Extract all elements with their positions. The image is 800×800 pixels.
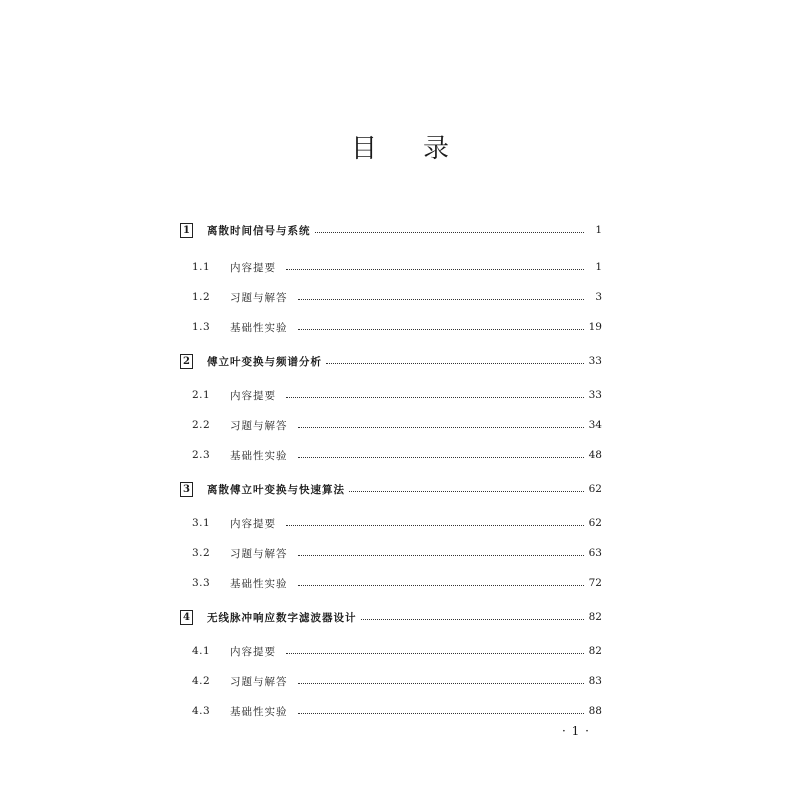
section-title: 基础性实验: [230, 321, 288, 334]
page-number: 62: [588, 517, 602, 529]
leader-dots: [298, 712, 585, 714]
section-title: 内容提要: [230, 645, 276, 658]
page-number: 72: [588, 577, 602, 589]
toc-section-row[interactable]: [180, 317, 602, 337]
page-number: 1: [595, 224, 602, 236]
section-number: 4.2: [192, 675, 211, 687]
page-number: 33: [588, 355, 602, 367]
section-number: 3.1: [192, 517, 211, 529]
leader-dots: [298, 554, 585, 556]
toc-section-row[interactable]: [180, 385, 602, 405]
section-number: 2.2: [192, 419, 211, 431]
chapter-title: 无线脉冲响应数字滤波器设计: [207, 611, 357, 624]
page-number: 82: [588, 645, 602, 657]
leader-dots: [286, 652, 584, 654]
toc-section-row[interactable]: [180, 641, 602, 661]
page-number: 33: [588, 389, 602, 401]
chapter-number: 2: [180, 354, 193, 369]
title-char-1: 目: [350, 134, 377, 164]
title-char-2: 录: [423, 134, 450, 164]
section-title: 基础性实验: [230, 449, 288, 462]
toc-section-row[interactable]: [180, 573, 602, 593]
page-number: 82: [588, 611, 602, 623]
leader-dots: [298, 298, 585, 300]
section-title: 习题与解答: [230, 547, 288, 560]
chapter-title: 离散时间信号与系统: [207, 224, 311, 237]
chapter-number: 4: [180, 610, 193, 625]
page-title: [0, 132, 800, 166]
section-number: 4.1: [192, 645, 211, 657]
toc-section-row[interactable]: [180, 543, 602, 563]
chapter-number: 1: [180, 223, 193, 238]
section-number: 1.2: [192, 291, 211, 303]
section-title: 内容提要: [230, 389, 276, 402]
leader-dots: [298, 584, 585, 586]
toc-chapter-row[interactable]: [180, 220, 602, 240]
leader-dots: [298, 328, 585, 330]
section-title: 内容提要: [230, 517, 276, 530]
section-title: 内容提要: [230, 261, 276, 274]
section-number: 1.1: [192, 261, 211, 273]
chapter-title: 离散傅立叶变换与快速算法: [207, 483, 345, 496]
leader-dots: [315, 231, 585, 233]
leader-dots: [286, 268, 584, 270]
page-number: 34: [588, 419, 602, 431]
section-number: 3.3: [192, 577, 211, 589]
section-number: 2.3: [192, 449, 211, 461]
section-title: 基础性实验: [230, 705, 288, 718]
toc-section-row[interactable]: [180, 415, 602, 435]
chapter-number: 3: [180, 482, 193, 497]
toc-section-row[interactable]: [180, 701, 602, 721]
section-number: 4.3: [192, 705, 211, 717]
leader-dots: [286, 524, 584, 526]
leader-dots: [361, 618, 585, 620]
toc-section-row[interactable]: [180, 287, 602, 307]
toc-chapter-row[interactable]: [180, 479, 602, 499]
section-number: 1.3: [192, 321, 211, 333]
page-number: 3: [595, 291, 602, 303]
toc-section-row[interactable]: [180, 445, 602, 465]
leader-dots: [326, 362, 584, 364]
page-number-footer: · 1 ·: [562, 724, 590, 738]
page-number: 62: [588, 483, 602, 495]
section-title: 习题与解答: [230, 675, 288, 688]
toc-section-row[interactable]: [180, 257, 602, 277]
page-number: 1: [595, 261, 602, 273]
page-number: 63: [588, 547, 602, 559]
leader-dots: [298, 426, 585, 428]
section-number: 3.2: [192, 547, 211, 559]
toc-chapter-row[interactable]: [180, 607, 602, 627]
leader-dots: [298, 682, 585, 684]
toc-chapter-row[interactable]: [180, 351, 602, 371]
leader-dots: [286, 396, 584, 398]
page-number: 48: [588, 449, 602, 461]
leader-dots: [298, 456, 585, 458]
toc-section-row[interactable]: [180, 671, 602, 691]
leader-dots: [349, 490, 584, 492]
section-number: 2.1: [192, 389, 211, 401]
section-title: 基础性实验: [230, 577, 288, 590]
page-number: 19: [588, 321, 602, 333]
section-title: 习题与解答: [230, 291, 288, 304]
chapter-title: 傅立叶变换与频谱分析: [207, 355, 322, 368]
toc-section-row[interactable]: [180, 513, 602, 533]
section-title: 习题与解答: [230, 419, 288, 432]
page-number: 88: [588, 705, 602, 717]
page-number: 83: [588, 675, 602, 687]
